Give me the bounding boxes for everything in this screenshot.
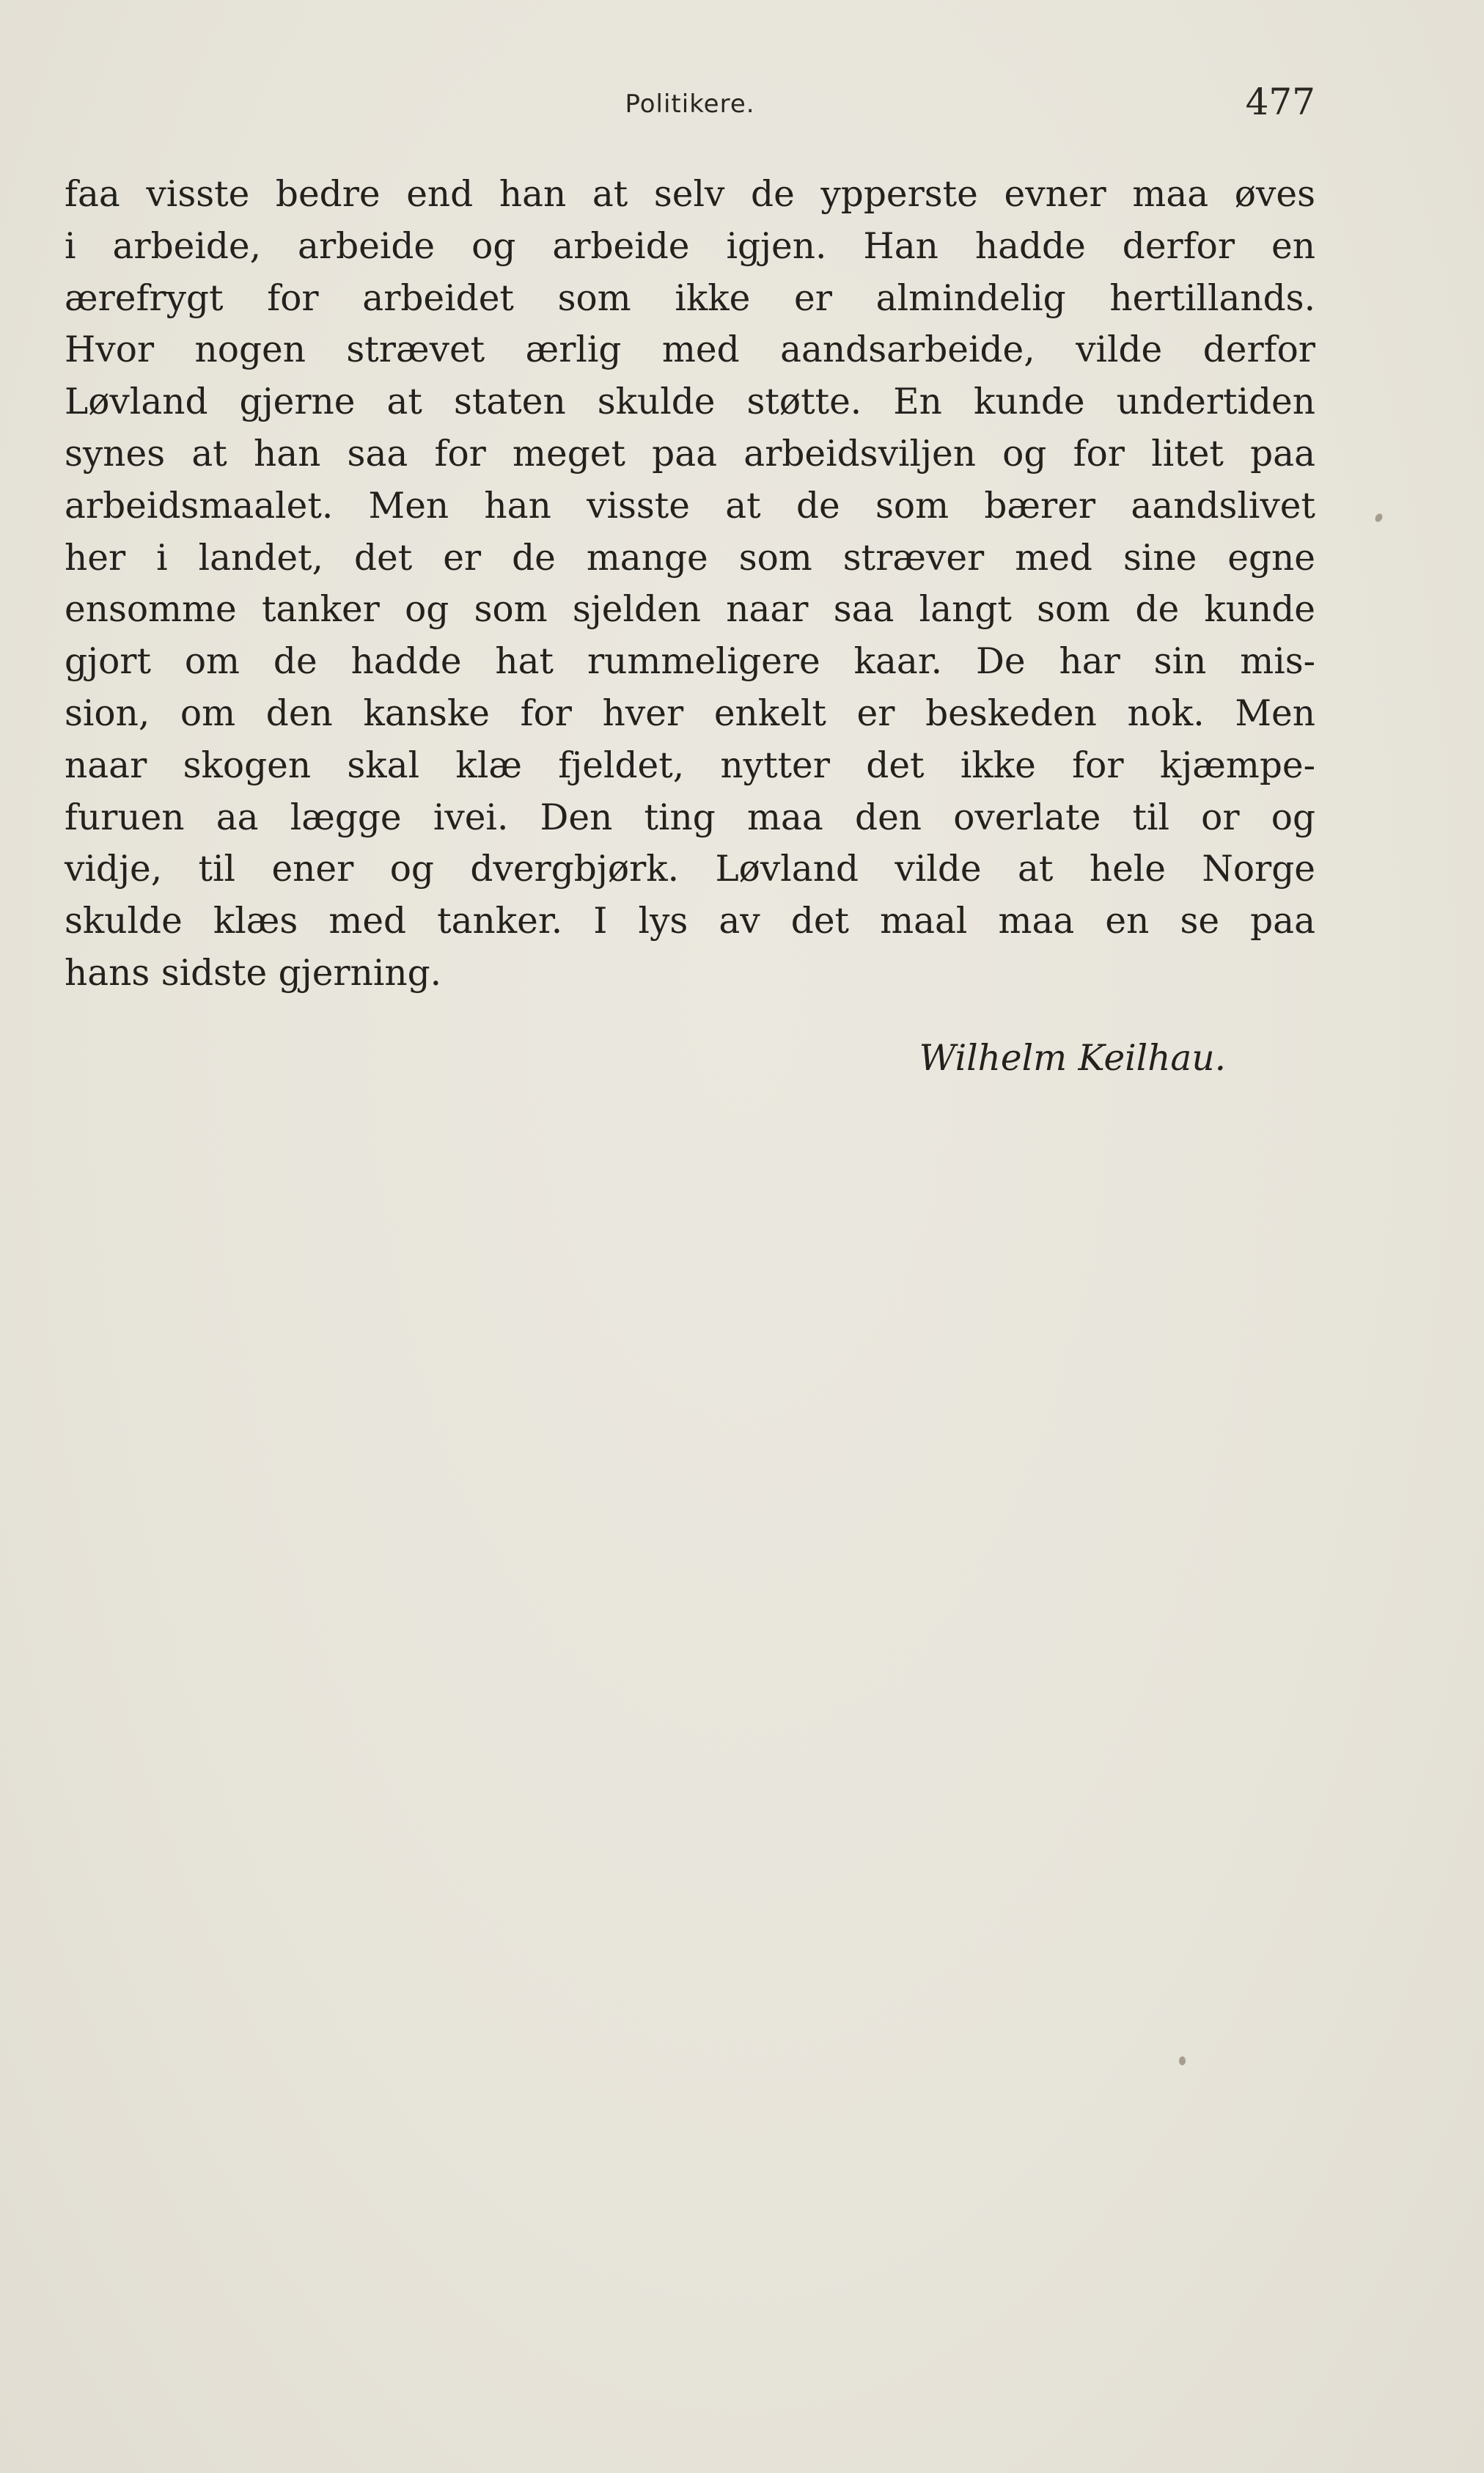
page-header <box>65 81 1315 132</box>
text-line: vidje, til ener og dvergbjørk. Løvland vilde at hele Norge <box>65 849 1315 890</box>
paper-speck <box>1179 2056 1186 2065</box>
text-line: skulde klæs med tanker. I lys av det maal maa en se paa <box>65 901 1315 942</box>
text-line: ærefrygt for arbeidet som ikke er almindelig hertillands. <box>65 277 1315 319</box>
text-line: furuen aa lægge ivei. Den ting maa den overlate til or og <box>65 796 1315 838</box>
text-line: her i landet, det er de mange som stræver med sine egne <box>65 537 1315 579</box>
text-line: naar skogen skal klæ fjeldet, nytter det ikke for kjæmpe- <box>65 744 1315 786</box>
running-head: Politikere. <box>625 89 755 119</box>
text-line: i arbeide, arbeide og arbeide igjen. Han hadde derfor en <box>65 225 1315 267</box>
text-line: gjort om de hadde hat rummeligere kaar. De har sin mis- <box>65 641 1315 683</box>
paper-speck <box>1374 513 1384 524</box>
body-text <box>65 169 1315 1000</box>
author-signature: Wilhelm Keilhau. <box>919 1038 1226 1079</box>
text-line: Løvland gjerne at staten skulde støtte. En kunde undertiden <box>65 381 1315 423</box>
text-line: Hvor nogen strævet ærlig med aandsarbeide, vilde derfor <box>65 329 1315 371</box>
page-number: 477 <box>1245 81 1315 123</box>
text-line: arbeidsmaalet. Men han visste at de som bærer aandslivet <box>65 485 1315 527</box>
text-line: ensomme tanker og som sjelden naar saa langt som de kunde <box>65 589 1315 631</box>
text-line: sion, om den kanske for hver enkelt er beskeden nok. Men <box>65 692 1315 734</box>
text-line: faa visste bedre end han at selv de ypperste evner maa øves <box>65 174 1315 215</box>
text-line: synes at han saa for meget paa arbeidsviljen og for litet paa <box>65 433 1315 475</box>
text-line: hans sidste gjerning. <box>65 952 442 994</box>
